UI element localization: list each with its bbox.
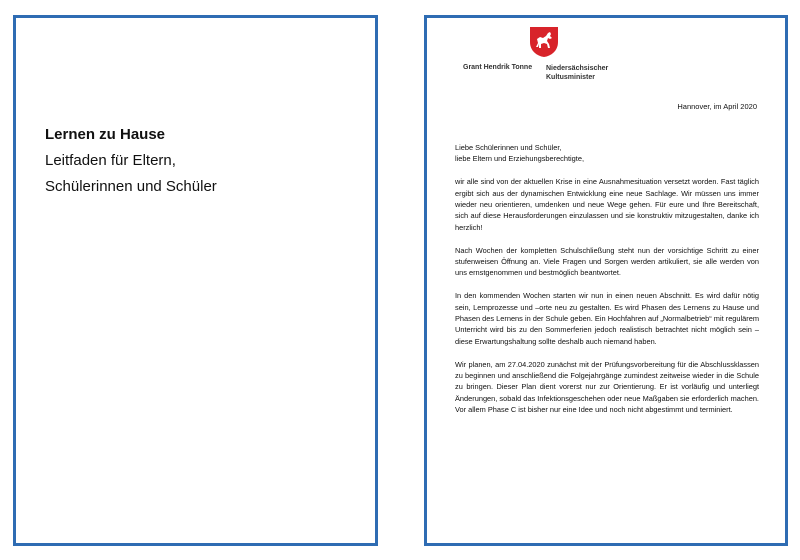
letter-paragraph: wir alle sind von der aktuellen Krise in eine Ausnahmesituation versetzt worden. Fast täglich ergibt sich aus der dynamischen Entwicklung eine neue Sachlage. Wir müssen uns immer wieder neu orientieren, umdenken und neue Wege gehen. Für eure und Ihre Bereitschaft, sich auf diese Herausforderungen einzulassen und sie konstruktiv mitzugestalten, danke ich herzlich! — [455, 177, 759, 232]
cover-subtitle-line2: Schülerinnen und Schüler — [45, 178, 217, 195]
letter-body — [455, 142, 759, 427]
cover-subtitle-line1: Leitfaden für Eltern, — [45, 152, 176, 169]
salutation — [455, 142, 759, 165]
cover-page — [13, 15, 378, 546]
salutation-line2: liebe Eltern und Erziehungsberechtigte, — [455, 154, 585, 164]
letter-page — [424, 15, 788, 546]
letter-paragraph: Nach Wochen der kompletten Schulschließung steht nun der vorsichtige Schritt zu einer stufenweisen Öffnung an. Viele Fragen und Sorgen werden artikuliert, sie alle werden von uns ernstgenommen und bestmöglich beantwortet. — [455, 245, 759, 278]
cover-title: Lernen zu Hause — [45, 126, 166, 143]
salutation-line1: Liebe Schülerinnen und Schüler, — [455, 143, 562, 152]
letter-paragraph: In den kommenden Wochen starten wir nun in einen neuen Abschnitt. Es wird dafür nötig sein, Lernprozesse und –orte neu zu gestalten. Es wird Phasen des Lernens zu Hause und Phasen des Lernens in der Schule geben. Ein Hochfahren auf „Normalbetrieb“ mit regulärem Unterricht wird bis zu den Sommerferien jedoch realistisch betrachtet nicht möglich sein – diese Erwartungshaltung sollte deshalb auch niemand haben. — [455, 291, 759, 346]
signatory-title-line2: Kultusminister — [546, 74, 596, 81]
signatory-name: Grant Hendrik Tonne — [463, 64, 533, 71]
lower-saxony-horse-crest-icon — [529, 26, 559, 58]
signatory-title-line1: Niedersächsischer — [546, 65, 609, 72]
letter-paragraph: Wir planen, am 27.04.2020 zunächst mit der Prüfungsvorbereitung für die Abschlussklassen zu beginnen und anschließend die Folgejahrgänge zumindest zeitweise wieder in die Schule zu bringen. Dieser Plan dient vorerst nur zur Orientierung. Er ist vorläufig und unterliegt Änderungen, sobald das Infektionsgeschehen oder neue Maßgaben sie erforderlich machen. Vor allem Phase C ist bisher nur eine Idee und noch nicht abgestimmt und terminiert. — [455, 359, 759, 415]
letter-date: Hannover, im April 2020 — [677, 102, 757, 111]
signatory-title — [546, 64, 608, 82]
